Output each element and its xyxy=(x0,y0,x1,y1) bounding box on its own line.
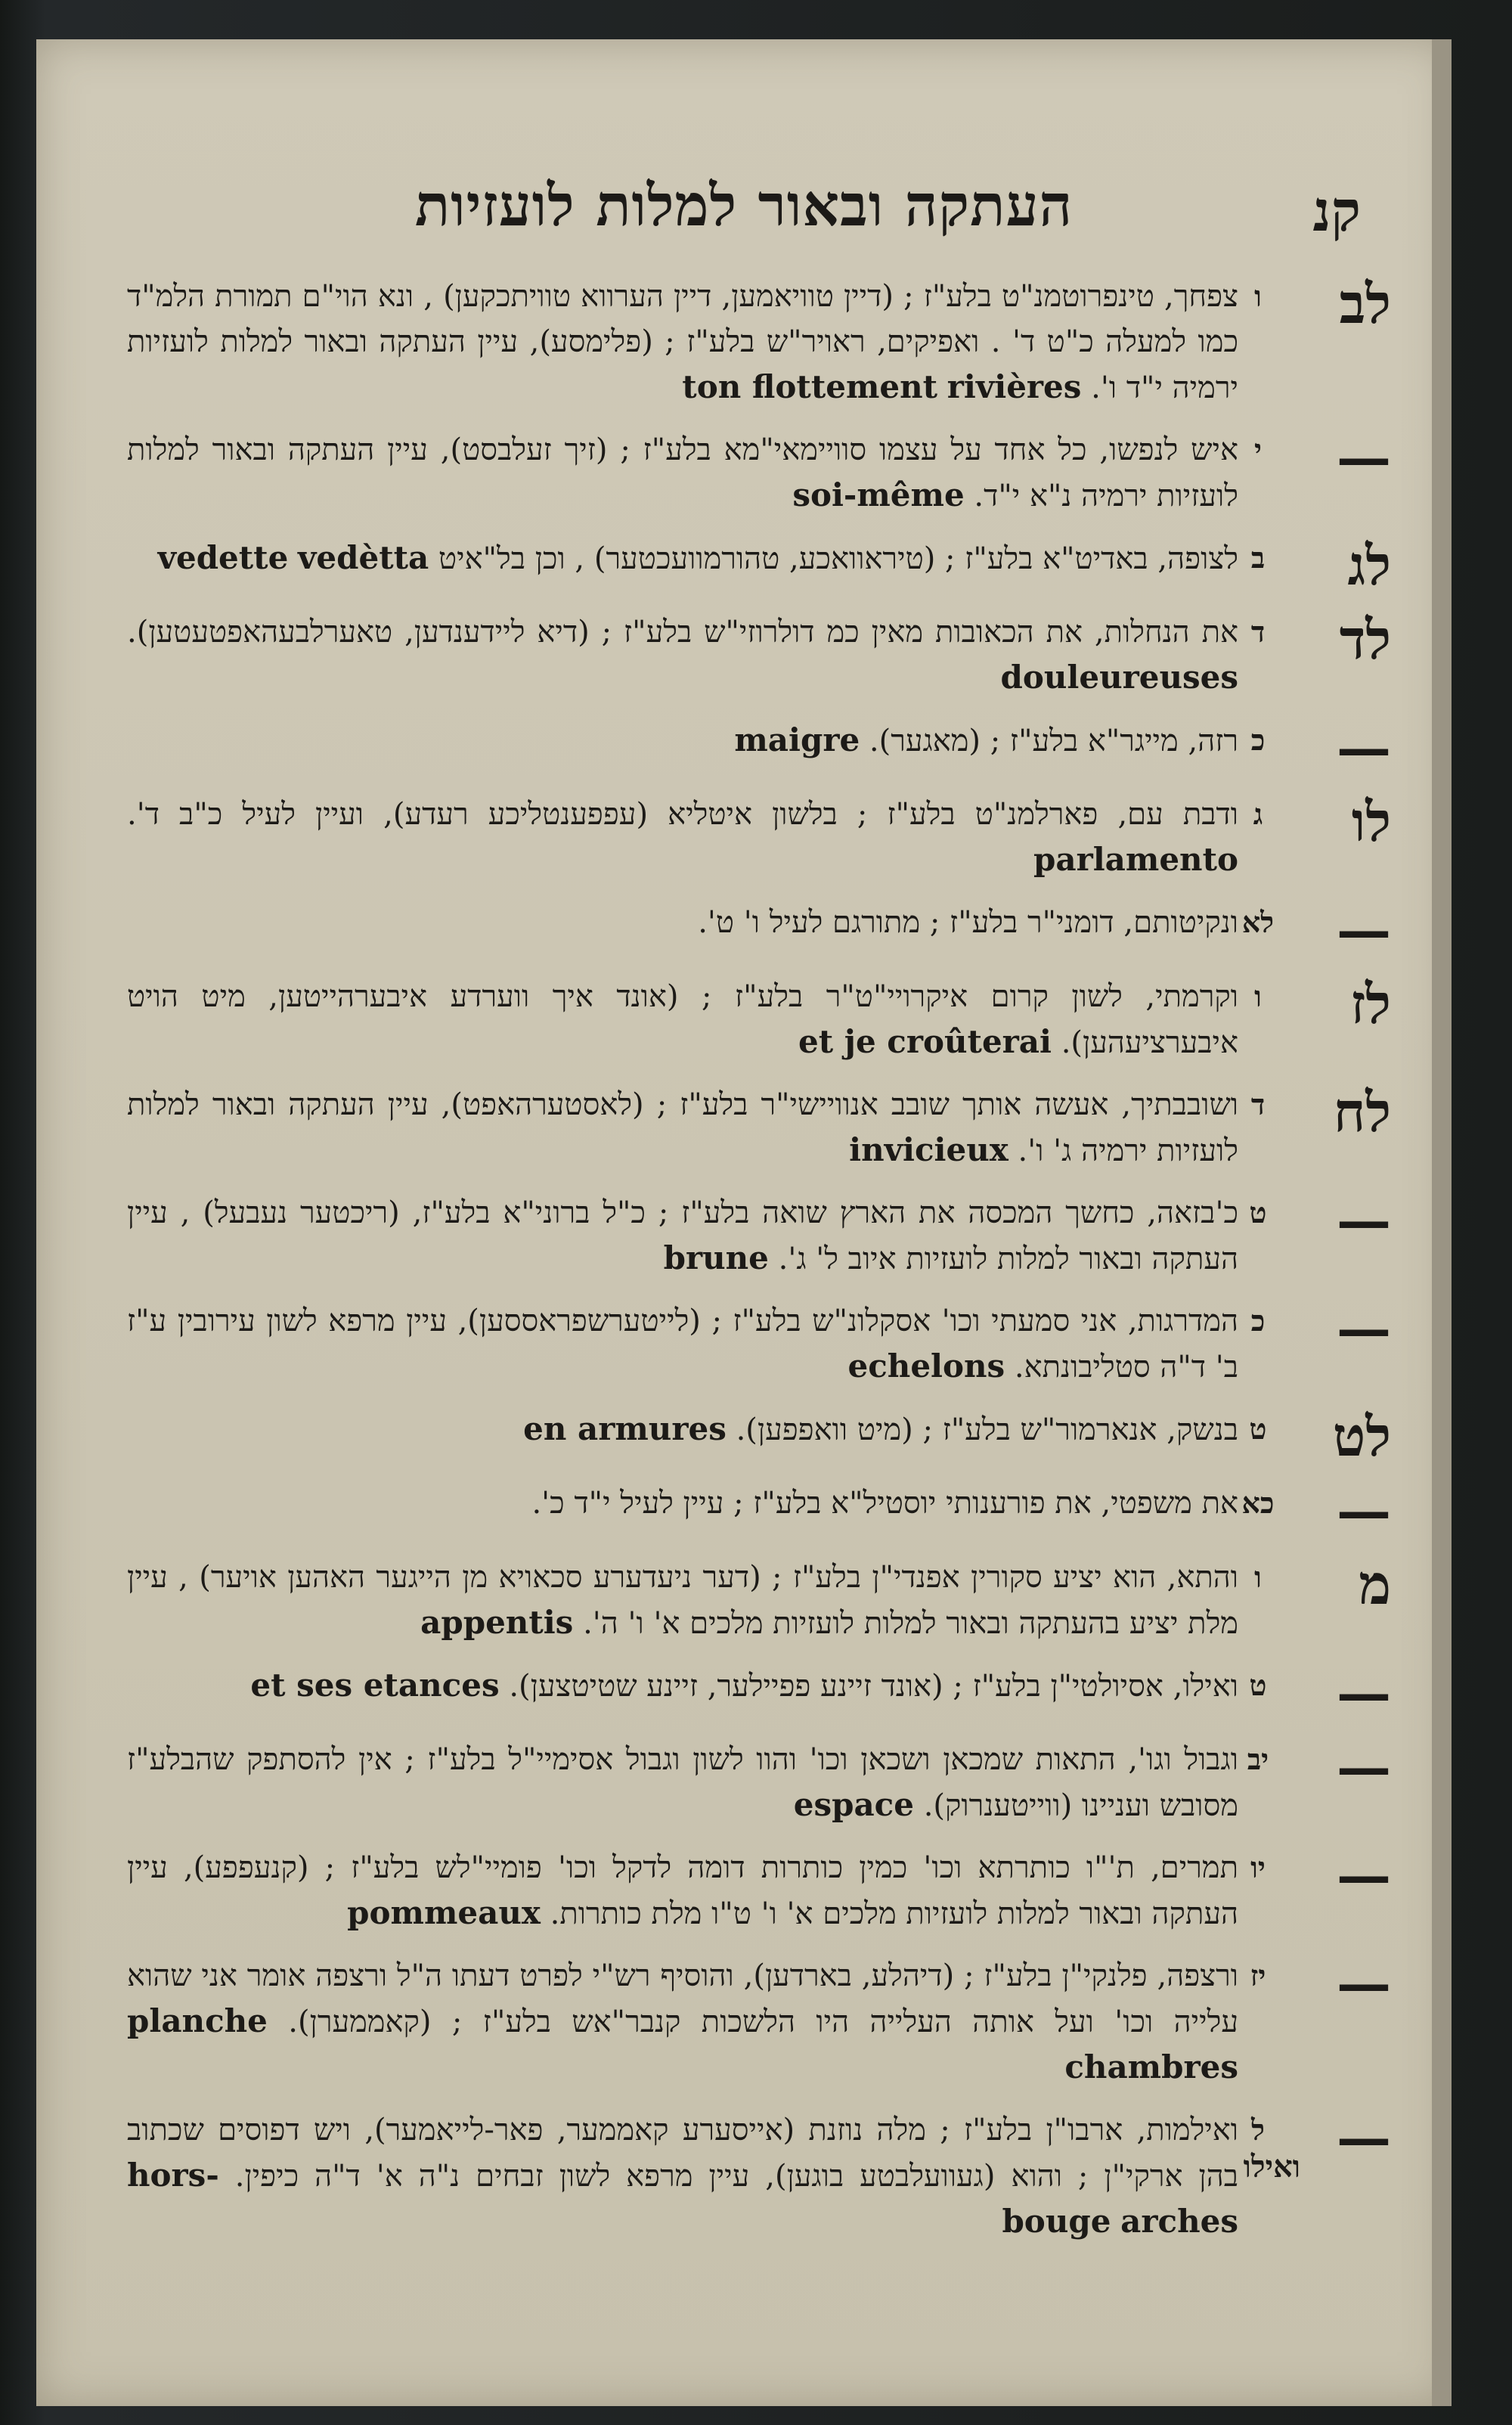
verse-number: ו xyxy=(1254,1560,1262,1594)
running-title: העתקה ובאור למלות לועזיות xyxy=(414,172,1074,239)
hebrew-gloss: את משפטי, את פורענותי יוסטיל"א בלע"ז ; עיין לעיל י"ד כ'. xyxy=(531,1486,1238,1521)
verse-number: יו xyxy=(1250,1850,1266,1884)
entry-text xyxy=(127,535,1238,581)
hebrew-gloss: רזה, מייגר"א בלע"ז ; (מאגער). xyxy=(869,724,1238,758)
french-term: et je croûterai xyxy=(798,1023,1052,1060)
entry xyxy=(127,1953,1391,2091)
hebrew-gloss: המדרגות, אני סמעתי וכו' אסקלונ"ש בלע"ז ; (לייטערשפראססען), עיין מרפא לשון עירובין ע"ז ב' ד"ה סטליבונתא. xyxy=(127,1304,1238,1385)
hebrew-gloss: את הנחלות, את הכאובות מאין כמ דולרוזי"ש בלע"ז ; (דיא ליידענדען, טאערלבעהאפטעטען). xyxy=(127,615,1238,650)
entry-list xyxy=(127,271,1391,2262)
chapter-number: — xyxy=(1337,898,1391,962)
french-term: chambres xyxy=(1064,2048,1238,2085)
entry-text xyxy=(127,1406,1238,1453)
entry xyxy=(127,1478,1391,1543)
chapter-number: — xyxy=(1337,1296,1391,1360)
chapter-number: לח xyxy=(1333,1080,1391,1144)
chapter-number: לז xyxy=(1350,972,1391,1036)
french-term: pommeaux xyxy=(347,1894,541,1931)
chapter-number: — xyxy=(1337,1478,1391,1543)
verse-number: ט xyxy=(1249,1668,1267,1702)
french-term: arches xyxy=(1120,2203,1238,2240)
verse-number: לא xyxy=(1241,905,1275,939)
entry xyxy=(127,1737,1391,1828)
page-number: קנ xyxy=(1312,179,1361,244)
entry-text xyxy=(127,974,1238,1065)
verse-number: ו xyxy=(1254,279,1262,313)
hebrew-gloss: בנשק, אנארמור"ש בלע"ז ; (מיט וואפפען). xyxy=(736,1413,1238,1447)
entry-text xyxy=(127,792,1238,883)
entry-text xyxy=(127,1481,1238,1526)
french-term: planche xyxy=(127,2002,268,2039)
entry xyxy=(127,1661,1391,1725)
entry xyxy=(127,1552,1391,1646)
french-term: brune xyxy=(663,1239,769,1276)
chapter-number: לב xyxy=(1339,271,1391,336)
entry-text xyxy=(127,1737,1238,1828)
entry-text xyxy=(127,609,1238,701)
verse-number: ט xyxy=(1249,1195,1267,1230)
hebrew-gloss: ודבת עם, פארלמנ"ט בלע"ז ; בלשון איטליא (עפפענטליכע רעדע), ועיין לעיל כ"ב ד'. xyxy=(127,797,1238,832)
french-term: echelons xyxy=(847,1347,1005,1385)
french-term: en armures xyxy=(523,1410,727,1447)
entry-text xyxy=(127,427,1238,519)
hebrew-gloss: ורצפה, פלנקי"ן בלע"ז ; (דיהלע, בארדען), והוסיף רש"י לפרט דעתו ה"ל ורצפה אומר אני שהוא עלייה וכו' ועל אותה העלייה היו הלשכות קנבר"אש בלע"ז ; (קאממערן). xyxy=(127,1958,1238,2039)
chapter-number: לד xyxy=(1339,607,1391,671)
entry xyxy=(127,1082,1391,1174)
hebrew-gloss: כ'בזאה, כחשך המכסה את הארץ שואה בלע"ז ; כ"ל ברוני"א בלע"ז, (ריכטער נעבעל) , עיין העתקה ובאור למלות לועזיות איוב ל' ג'. xyxy=(127,1195,1238,1276)
entry-text xyxy=(127,274,1238,411)
chapter-number: מ xyxy=(1359,1552,1391,1617)
verse-number: יז xyxy=(1250,1958,1266,1992)
chapter-number: — xyxy=(1337,1735,1391,1799)
verse-number: יב xyxy=(1247,1742,1269,1776)
entry xyxy=(127,609,1391,701)
chapter-number: — xyxy=(1337,1843,1391,1907)
hebrew-gloss: צפחך, טינפרוטמנ"ט בלע"ז ; (דיין טוויאמען, דיין הערווא טוויתכקען) , ונא הוי"ם תמורת הלמ"ד כמו למעלה כ"ט ד' . ואפיקים, ראויר"ש בלע"ז ; (פלימסע), עיין העתקה ובאור למלות לועזיות ירמיה י"ד ו'. xyxy=(127,279,1238,405)
french-term: rivières xyxy=(947,368,1082,405)
hebrew-gloss: ואילמות, ארבו"ן בלע"ז ; מלה נוזנת (אייסערע קאממער, פאר-לייאמער), ויש דפוסים שכתוב בהן ארקי"ן ; והוא (געוועלבטע בוגען), עיין מרפא לשון זבחים נ"ה א' ד"ה כיפין. xyxy=(127,2113,1239,2194)
chapter-number: — xyxy=(1337,715,1391,780)
entry xyxy=(127,1404,1391,1468)
french-term: et ses etances xyxy=(250,1667,500,1704)
entry xyxy=(127,427,1391,519)
french-term: appentis xyxy=(420,1604,574,1641)
entry xyxy=(127,533,1391,597)
chapter-number: — xyxy=(1337,2105,1391,2169)
chapter-number: — xyxy=(1337,1951,1391,2015)
hebrew-gloss: והתא, הוא יציע סקורין אפנדי"ן בלע"ז ; (דער ניעדערע סכאויא מן הייגער האהען אויער) , עיין מלת יציע בהעתקה ובאור למלות לועזיות מלכים א' ו' ה'. xyxy=(127,1560,1238,1641)
entry xyxy=(127,715,1391,780)
entry xyxy=(127,789,1391,883)
verse-number: כ xyxy=(1250,723,1266,757)
verse-number: ט xyxy=(1249,1412,1267,1446)
verse-number: כ xyxy=(1250,1304,1266,1338)
catchword: ואילו xyxy=(1243,2149,1300,2185)
verse-number: ד xyxy=(1250,1087,1266,1121)
entry-text xyxy=(127,1298,1238,1390)
page-edge xyxy=(1432,39,1452,2406)
entry-text xyxy=(127,1845,1238,1937)
entry xyxy=(127,271,1391,411)
chapter-number: לו xyxy=(1351,789,1391,854)
entry-text xyxy=(127,1663,1238,1709)
page-header xyxy=(127,172,1361,255)
french-term: hors-bouge xyxy=(127,2157,1111,2240)
chapter-number: לט xyxy=(1332,1404,1391,1468)
entry xyxy=(127,974,1391,1065)
entry-text xyxy=(127,2107,1238,2245)
french-term: soi-même xyxy=(792,476,965,513)
entry xyxy=(127,1298,1391,1390)
chapter-number: לג xyxy=(1347,533,1391,597)
verse-number: ב xyxy=(1250,541,1266,575)
chapter-number: — xyxy=(1337,1188,1391,1252)
hebrew-gloss: ונקיטותם, דומני"ר בלע"ז ; מתורגם לעיל ו' ט'. xyxy=(698,905,1238,940)
entry-text xyxy=(127,718,1238,764)
hebrew-gloss: לצופה, באדיט"א בלע"ז ; (טיראוואכע, טהורמוועכטער) , וכן בל"איט xyxy=(438,541,1238,576)
verse-number: י xyxy=(1254,433,1262,467)
chapter-number: — xyxy=(1337,1661,1391,1725)
hebrew-gloss: וגבול וגו', התאות שמכאן ושכאן וכו' והוו לשון וגבול אסימיי"ל בלע"ז ; אין להסתפק שהבלע"ז מסובש ועניינו (ווייטענרוק). xyxy=(127,1742,1238,1823)
verse-number: ל xyxy=(1251,2113,1265,2147)
french-term: ton flottement xyxy=(682,368,938,405)
entry xyxy=(127,1190,1391,1282)
hebrew-gloss: ואילו, אסיולטי"ן בלע"ז ; (אונד זיינע פפיילער, זיינע שטיטצען). xyxy=(509,1669,1238,1704)
verse-number: ד xyxy=(1250,615,1266,649)
entry-text xyxy=(127,1555,1238,1646)
entry-text xyxy=(127,900,1238,945)
entry xyxy=(127,1845,1391,1937)
french-term: vedette xyxy=(157,539,289,576)
chapter-number: — xyxy=(1337,425,1391,489)
verse-number: כא xyxy=(1241,1486,1275,1520)
entry-text xyxy=(127,1953,1238,2091)
entry-text xyxy=(127,1190,1238,1282)
verse-number: ו xyxy=(1254,979,1262,1013)
hebrew-gloss: ושובבתיך, אעשה אותך שובב אנוויישי"ר בלע"ז ; (לאסטערהאפט), עיין העתקה ובאור למלות לועזיות ירמיה ג' ו'. xyxy=(127,1087,1238,1168)
hebrew-gloss: תמרים, ת'"ו כותרתא וכו' כמין כותרות דומה לדקל וכו' פומיי"לש בלע"ז ; (קנעפפע), עיין העתקה ובאור למלות לועזיות מלכים א' ו' ט"ו מלת כותרות. xyxy=(127,1850,1238,1931)
book-page xyxy=(36,39,1452,2406)
french-term: vedètta xyxy=(298,539,429,576)
french-term: douleureuses xyxy=(1000,659,1238,696)
entry-text xyxy=(127,1082,1238,1174)
french-term: invicieux xyxy=(849,1131,1009,1168)
hebrew-gloss: איש לנפשו, כל אחד על עצמו סוויימאי"מא בלע"ז ; (זיך זעלבסט), עיין העתקה ובאור למלות לועזיות ירמיה נ"א י"ד. xyxy=(127,433,1238,513)
entry xyxy=(127,2107,1391,2245)
french-term: parlamento xyxy=(1033,841,1238,878)
verse-number: ג xyxy=(1253,797,1263,831)
entry xyxy=(127,898,1391,962)
french-term: espace xyxy=(793,1786,914,1823)
french-term: maigre xyxy=(734,721,860,758)
hebrew-gloss: וקרמתי, לשון קרום איקרויי"ט"ר בלע"ז ; (אונד איך ווערדע איבערהייטען, מיט הויט איבערציעהען). xyxy=(127,979,1238,1060)
